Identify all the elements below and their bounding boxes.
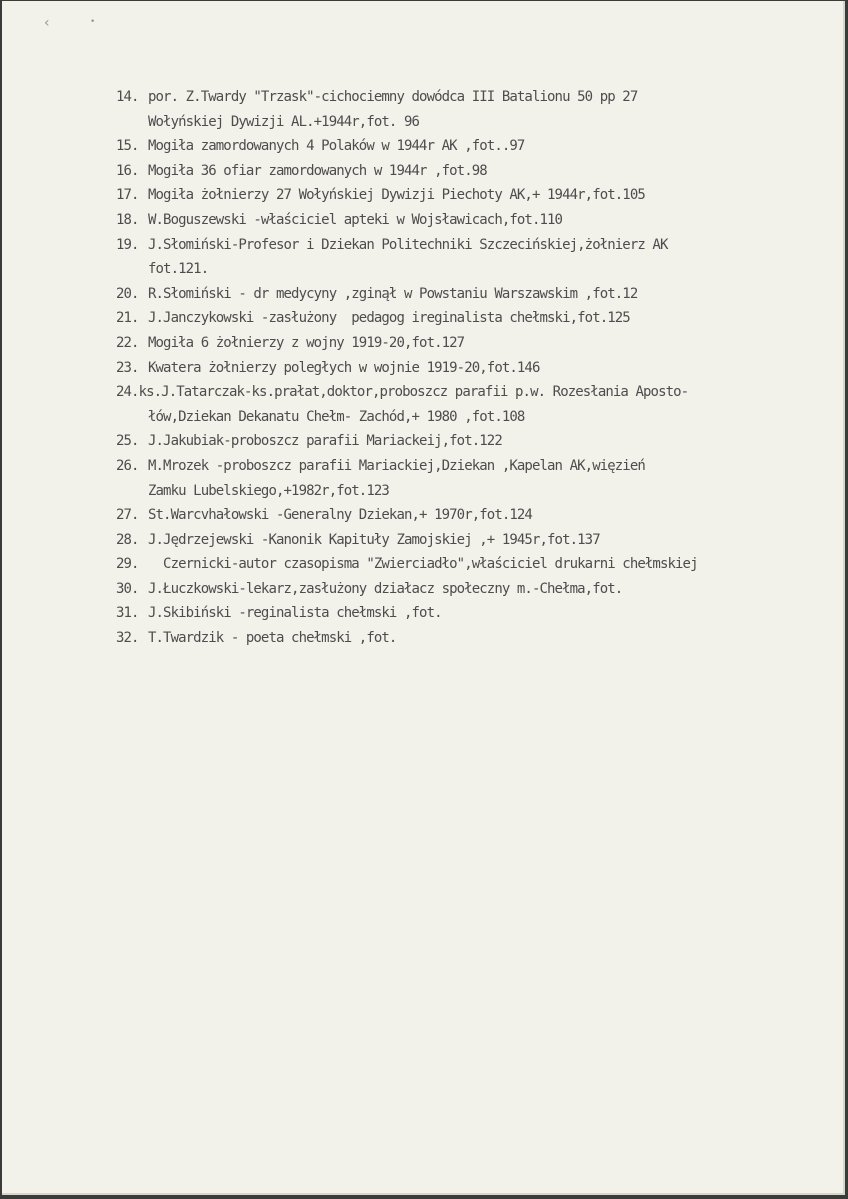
entry-first-line [2, 429, 845, 454]
entry-text: Mogiła żołnierzy 27 Wołyńskiej Dywizji Piechoty AK,+ 1944r,fot.105 [148, 187, 645, 204]
entry-first-line [2, 380, 845, 405]
entry-text: T.Twardzik - poeta chełmski ,fot. [148, 630, 397, 647]
entry-first-line [2, 233, 845, 258]
entry-first-line [2, 528, 845, 553]
entry-number: 18. [116, 211, 139, 228]
entry-text: łów,Dziekan Dekanatu Chełm- Zachód,+ 1980 ,fot.108 [148, 408, 525, 425]
entry-text: J.Łuczkowski-lekarz,zasłużony działacz społeczny m.-Chełma,fot. [148, 580, 623, 597]
entry-first-line [2, 626, 845, 651]
entry-continuation-line [2, 479, 845, 504]
list-item [2, 208, 845, 233]
entry-text: Wołyńskiej Dywizji AL.+1944r,fot. 96 [148, 113, 420, 130]
entry-first-line [2, 159, 845, 184]
entry-first-line [2, 306, 845, 331]
list-item [2, 282, 845, 307]
document-page [2, 1, 845, 1195]
entry-text: Mogiła 36 ofiar zamordowanych w 1944r ,fot.98 [148, 162, 487, 179]
list-item [2, 183, 845, 208]
paper-mark-icon: • [90, 17, 96, 27]
entry-text: Mogiła 6 żołnierzy z wojny 1919-20,fot.127 [148, 334, 465, 351]
list-item [2, 528, 845, 553]
entry-text: J.Słomiński-Profesor i Dziekan Politechniki Szczecińskiej,żołnierz AK [148, 236, 668, 253]
entry-number: 15. [116, 138, 139, 155]
list-item [2, 306, 845, 331]
entry-text: Czernicki-autor czasopisma "Zwierciadło",właściciel drukarni chełmskiej [148, 556, 698, 573]
list-item [2, 85, 845, 134]
list-item [2, 134, 845, 159]
entry-first-line [2, 356, 845, 381]
entry-number: 31. [116, 605, 139, 622]
entry-number: 14. [116, 89, 139, 105]
entry-text: fot.121. [148, 261, 209, 278]
entry-number: 25. [116, 433, 139, 450]
entry-text: Zamku Lubelskiego,+1982r,fot.123 [148, 482, 389, 499]
entry-first-line [2, 85, 845, 110]
entry-text: J.Jakubiak-proboszcz parafii Mariackeij,fot.122 [148, 433, 502, 450]
entry-number: 23. [116, 359, 139, 376]
list-item [2, 552, 845, 577]
list-item [2, 626, 845, 651]
entry-first-line [2, 454, 845, 479]
entry-first-line [2, 208, 845, 233]
entry-number: 16. [116, 162, 139, 179]
entry-list [2, 85, 845, 651]
list-item [2, 380, 845, 429]
entry-text: por. Z.Twardy "Trzask"-cichociemny dowódca III Batalionu 50 pp 27 [148, 89, 638, 105]
entry-continuation-line [2, 405, 845, 430]
entry-number: 24. [116, 384, 139, 401]
list-item [2, 577, 845, 602]
entry-text: Kwatera żołnierzy poległych w wojnie 1919-20,fot.146 [148, 359, 540, 376]
entry-number: 28. [116, 531, 139, 548]
entry-text: ks.J.Tatarczak-ks.prałat,doktor,proboszcz parafii p.w. Rozesłania Aposto- [138, 384, 689, 401]
entry-text: J.Jędrzejewski -Kanonik Kapituły Zamojskiej ,+ 1945r,fot.137 [148, 531, 600, 548]
entry-continuation-line [2, 110, 845, 135]
list-item [2, 233, 845, 282]
entry-number: 29. [116, 556, 139, 573]
list-item [2, 454, 845, 503]
entry-first-line [2, 577, 845, 602]
list-item [2, 159, 845, 184]
entry-text: J.Skibiński -reginalista chełmski ,fot. [148, 605, 442, 622]
entry-text: W.Boguszewski -właściciel apteki w Wojsławicach,fot.110 [148, 211, 563, 228]
list-item [2, 331, 845, 356]
entry-number: 20. [116, 285, 139, 302]
entry-number: 17. [116, 187, 139, 204]
entry-number: 22. [116, 334, 139, 351]
entry-number: 27. [116, 507, 139, 524]
entry-first-line [2, 503, 845, 528]
entry-text: Mogiła zamordowanych 4 Polaków w 1944r AK ,fot..97 [148, 138, 525, 155]
list-item [2, 429, 845, 454]
entry-first-line [2, 552, 845, 577]
list-item [2, 356, 845, 381]
entry-number: 26. [116, 457, 139, 474]
list-item [2, 601, 845, 626]
entry-first-line [2, 282, 845, 307]
entry-first-line [2, 134, 845, 159]
entry-number: 32. [116, 630, 139, 647]
entry-first-line [2, 183, 845, 208]
entry-continuation-line [2, 257, 845, 282]
entry-text: St.Warcvhałowski -Generalny Dziekan,+ 1970r,fot.124 [148, 507, 532, 524]
entry-number: 19. [116, 236, 139, 253]
paper-mark-icon: ‹ [44, 15, 50, 31]
entry-text: J.Janczykowski -zasłużony pedagog ireginalista chełmski,fot.125 [148, 310, 630, 327]
list-item [2, 503, 845, 528]
entry-first-line [2, 331, 845, 356]
entry-text: R.Słomiński - dr medycyny ,zginął w Powstaniu Warszawskim ,fot.12 [148, 285, 638, 302]
entry-first-line [2, 601, 845, 626]
entry-number: 21. [116, 310, 139, 327]
entry-number: 30. [116, 580, 139, 597]
entry-text: M.Mrozek -proboszcz parafii Mariackiej,Dziekan ,Kapelan AK,więzień [148, 457, 645, 474]
